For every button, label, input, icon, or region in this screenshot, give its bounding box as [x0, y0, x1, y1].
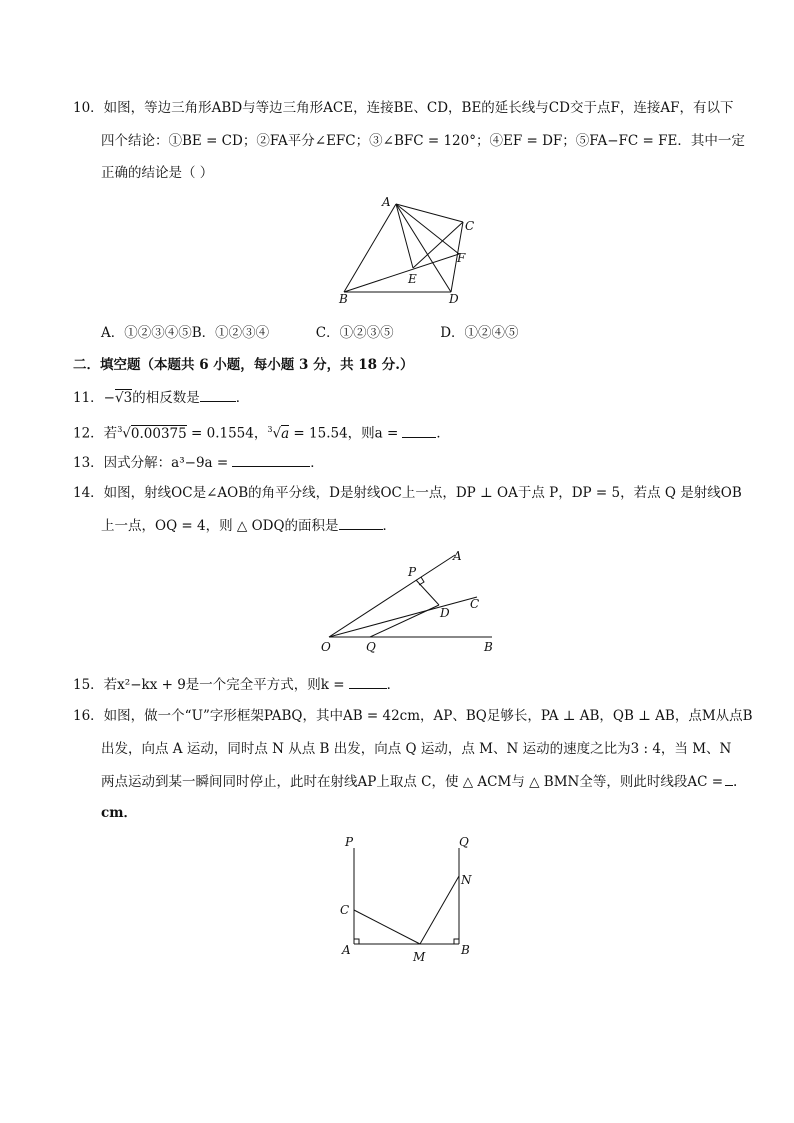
q14-ray-oa: [329, 555, 455, 637]
q11-end: ．: [235, 390, 250, 406]
q11-radical: √3: [115, 390, 133, 406]
q10-segment-af: [396, 204, 459, 254]
q12-radical-2: √a: [272, 425, 290, 442]
q16-right-angle-a: [354, 939, 359, 944]
q10-option-d: D．①②④⑤: [440, 325, 519, 341]
q10-label-b: B: [339, 292, 348, 306]
q14-line-1: 14．如图，射线OC是∠AOB的角平分线，D是射线OC上一点，DP ⊥ OA于点 P，DP = 5，若点 Q 是射线OB: [73, 485, 742, 501]
q14-label-o: O: [321, 640, 331, 654]
q13-end: ．: [310, 455, 324, 471]
q10-line-2: 四个结论：①BE = CD；②FA平分∠EFC；③∠BFC = 120°；④EF = DF；⑤FA−FC = FE．其中一定: [101, 133, 745, 149]
q16-line-3-text: 两点运动到某一瞬间同时停止，此时在射线AP上取点 C，使 △ ACM与 △ BMN全等，则此时线段AC =: [101, 774, 724, 790]
q16-label-a: A: [342, 943, 351, 957]
q12-value-1: = 0.1554，: [186, 425, 268, 442]
q14-answer-blank[interactable]: [339, 515, 383, 530]
q14-label-q: Q: [366, 640, 376, 654]
q10-label-d: D: [449, 292, 459, 306]
q15-end: ．: [386, 677, 401, 693]
q16-label-q: Q: [459, 835, 469, 849]
q11-answer-blank[interactable]: [200, 387, 236, 402]
q14-label-d: D: [440, 606, 450, 620]
q10-option-c: C．①②③⑤: [315, 325, 394, 341]
q12-value-2: = 15.54，则a =: [289, 425, 399, 442]
q16-answer-blank[interactable]: [725, 771, 733, 786]
q10-label-e: E: [408, 272, 417, 286]
q16-label-b: B: [461, 943, 470, 957]
q14-label-c: C: [470, 597, 480, 611]
q11-radicand: 3: [123, 390, 133, 406]
q16-label-p: P: [345, 835, 354, 849]
q12-answer-blank[interactable]: [402, 423, 436, 438]
q16-label-c: C: [340, 903, 350, 917]
q16-label-m: M: [413, 950, 426, 964]
q10-segment-ec: [413, 222, 463, 268]
q14-end: ．: [382, 518, 397, 534]
q10-segment-ab: [344, 204, 396, 292]
q13-text: 13．因式分解：a³−9a =: [73, 455, 229, 471]
q10-segment-cd: [451, 222, 463, 292]
q12-end: ．: [436, 425, 450, 442]
q10-label-f: F: [457, 251, 466, 265]
q14-label-a: A: [453, 549, 462, 563]
q10-segment-ae: [396, 204, 413, 268]
q11-text: 的相反数是: [132, 390, 200, 406]
q15: [73, 674, 400, 695]
q14-label-p: P: [408, 565, 417, 579]
q10-label-c: C: [465, 219, 475, 233]
q14-label-b: B: [484, 640, 493, 654]
q10-segment-bf: [344, 254, 459, 292]
q16-segment-mn: [420, 876, 459, 944]
q14-right-angle-mark: [419, 577, 424, 585]
q10-segment-ad: [396, 204, 451, 292]
q14-segment-dq: [370, 605, 439, 637]
q15-answer-blank[interactable]: [349, 674, 387, 689]
q14-line-2-text: 上一点，OQ = 4，则 △ ODQ的面积是: [101, 518, 339, 534]
q11: [73, 387, 249, 408]
q16-line-4: cm．: [101, 805, 138, 821]
q12-radical-1: √0.00375: [122, 425, 187, 442]
q16-label-n: N: [461, 873, 472, 887]
q14-ray-oc: [329, 597, 480, 637]
q10-line-3: 正确的结论是（ ）: [101, 165, 214, 181]
q16-right-angle-b: [454, 939, 459, 944]
q16-line-3: [101, 771, 737, 792]
q12-prefix: 12．若: [73, 425, 118, 442]
q10-label-a: A: [382, 195, 391, 209]
q13-answer-blank[interactable]: [232, 452, 310, 467]
q12-radicand-2: a: [281, 425, 290, 442]
q13: [73, 452, 324, 473]
q10-option-b: B．①②③④: [191, 325, 270, 341]
q16-line-1: 16．如图，做一个“U”字形框架PABQ，其中AB = 42cm，AP、BQ足够长，PA ⊥ AB，QB ⊥ AB，点M从点B: [73, 708, 753, 724]
q16-line-2: 出发，向点 A 运动，同时点 N 从点 B 出发，向点 Q 运动，点 M、N 运动的速度之比为3 : 4，当 M、N: [101, 741, 732, 757]
section-2-title: 二．填空题（本题共 6 小题，每小题 3 分，共 18 分.）: [73, 357, 414, 373]
q14-line-2: [101, 515, 396, 536]
q16-line-3-end: .: [733, 774, 738, 790]
q11-prefix: 11．−: [73, 390, 115, 406]
q12-radicand-1: 0.00375: [130, 425, 187, 442]
q15-text: 15．若x²−kx + 9是一个完全平方式，则k =: [73, 677, 345, 693]
q14-segment-dp: [416, 580, 439, 605]
q12: 12．若$^3$√0.00375 = 0.1554，$^3$√a = 15.54，则a = ．: [73, 420, 450, 444]
q10-line-1: 10．如图，等边三角形ABD与等边三角形ACE，连接BE、CD，BE的延长线与CD交于点F，连接AF，有以下: [73, 100, 734, 116]
q10-segment-ac: [396, 204, 463, 222]
q10-options: [101, 323, 519, 343]
q16-segment-cm: [354, 910, 420, 944]
q10-option-a: A．①②③④⑤: [101, 325, 192, 341]
